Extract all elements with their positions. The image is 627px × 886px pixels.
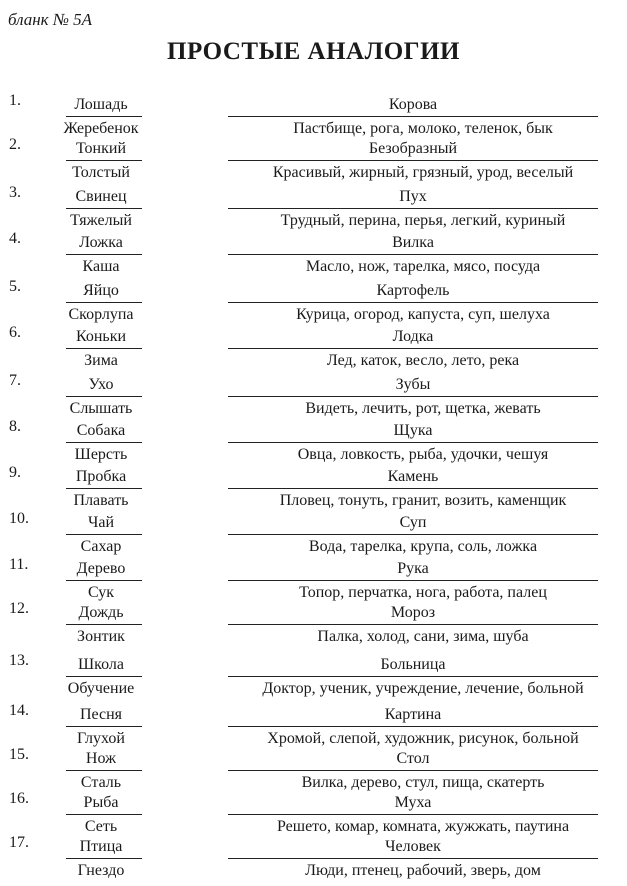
answer-choices: Красивый, жирный, грязный, урод, веселый [272, 164, 574, 181]
answer-choices: Доктор, ученик, учреждение, лечение, больной [262, 680, 584, 697]
pair-word-top: Ложка [79, 234, 123, 251]
pair-word-bottom: Глухой [77, 730, 125, 747]
pair-word-top: Тонкий [75, 140, 127, 157]
target-word: Щука [393, 422, 433, 439]
pair-word-top: Коньки [75, 328, 127, 345]
answer-choices: Лед, каток, весло, лето, река [326, 352, 520, 369]
answer-choices: Вода, тарелка, крупа, соль, ложка [308, 538, 538, 555]
pair-divider-line [66, 858, 142, 859]
item-number: 4. [9, 230, 21, 247]
target-word: Мороз [390, 604, 436, 621]
item-number: 12. [9, 600, 29, 617]
analogy-item [0, 372, 627, 424]
analogy-item [0, 230, 627, 282]
pair-divider-line [66, 488, 142, 489]
page-title: ПРОСТЫЕ АНАЛОГИИ [167, 38, 460, 65]
target-word: Картофель [376, 282, 450, 299]
target-divider-line [228, 302, 598, 303]
pair-word-top: Рыба [83, 794, 119, 811]
target-divider-line [228, 254, 598, 255]
answer-choices: Пловец, тонуть, гранит, возить, каменщик [279, 492, 567, 509]
target-word: Муха [394, 794, 432, 811]
pair-word-top: Птица [79, 838, 123, 855]
answer-choices: Решето, комар, комната, жужжать, паутина [276, 818, 570, 835]
target-divider-line [228, 580, 598, 581]
pair-word-bottom: Тяжелый [70, 212, 132, 229]
pair-word-bottom: Слышать [69, 400, 133, 417]
analogy-item [0, 702, 627, 754]
analogy-item [0, 600, 627, 652]
analogy-item [0, 556, 627, 608]
analogy-item [0, 464, 627, 516]
target-divider-line [228, 676, 598, 677]
analogy-item [0, 278, 627, 330]
target-divider-line [228, 208, 598, 209]
target-word: Пух [399, 188, 427, 205]
answer-choices: Вилка, дерево, стул, пища, скатерть [301, 774, 545, 791]
item-number: 13. [9, 652, 29, 669]
pair-word-bottom: Толстый [72, 164, 130, 181]
item-number: 6. [9, 324, 21, 341]
pair-divider-line [66, 534, 142, 535]
item-number: 9. [9, 464, 21, 481]
target-divider-line [228, 160, 598, 161]
pair-word-bottom: Обучение [67, 680, 135, 697]
target-divider-line [228, 624, 598, 625]
target-divider-line [228, 442, 598, 443]
target-word: Безобразный [368, 140, 458, 157]
target-word: Больница [380, 656, 446, 673]
analogy-item [0, 746, 627, 798]
analogy-item [0, 790, 627, 842]
pair-divider-line [66, 208, 142, 209]
pair-divider-line [66, 580, 142, 581]
item-number: 14. [9, 702, 29, 719]
pair-word-top: Дождь [78, 604, 124, 621]
pair-word-top: Собака [76, 422, 126, 439]
target-divider-line [228, 770, 598, 771]
pair-word-bottom: Жеребенок [63, 120, 139, 137]
analogy-item [0, 834, 627, 886]
pair-divider-line [66, 624, 142, 625]
analogy-item [0, 652, 627, 704]
target-word: Корова [388, 96, 438, 113]
item-number: 17. [9, 834, 29, 851]
pair-word-bottom: Зонтик [77, 628, 125, 645]
answer-choices: Трудный, перина, перья, легкий, куриный [280, 212, 566, 229]
pair-word-top: Лошадь [74, 96, 128, 113]
target-divider-line [228, 858, 598, 859]
target-word: Лодка [392, 328, 434, 345]
pair-word-bottom: Сук [87, 584, 115, 601]
analogy-item [0, 92, 627, 144]
pair-word-bottom: Гнездо [77, 862, 125, 879]
pair-word-top: Пробка [75, 468, 127, 485]
pair-divider-line [66, 348, 142, 349]
analogy-item [0, 324, 627, 376]
answer-choices: Топор, перчатка, нога, работа, палец [299, 584, 547, 601]
target-word: Вилка [392, 234, 434, 251]
analogy-item [0, 418, 627, 470]
answer-choices: Масло, нож, тарелка, мясо, посуда [305, 258, 541, 275]
pair-divider-line [66, 254, 142, 255]
answer-choices: Видеть, лечить, рот, щетка, жевать [305, 400, 541, 417]
target-word: Камень [387, 468, 439, 485]
pair-divider-line [66, 770, 142, 771]
item-number: 11. [9, 556, 29, 573]
pair-word-top: Свинец [75, 188, 127, 205]
pair-word-top: Нож [85, 750, 117, 767]
pair-word-bottom: Зима [84, 352, 118, 369]
target-divider-line [228, 488, 598, 489]
pair-word-top: Ухо [88, 376, 114, 393]
pair-word-top: Школа [78, 656, 124, 673]
target-word: Суп [399, 514, 427, 531]
item-number: 15. [9, 746, 29, 763]
pair-divider-line [66, 160, 142, 161]
pair-word-top: Яйцо [83, 282, 119, 299]
item-number: 5. [9, 278, 21, 295]
analogy-item [0, 136, 627, 188]
pair-divider-line [66, 726, 142, 727]
pair-word-bottom: Сталь [80, 774, 122, 791]
item-number: 2. [9, 136, 21, 153]
pair-divider-line [66, 302, 142, 303]
pair-divider-line [66, 396, 142, 397]
pair-divider-line [66, 116, 142, 117]
pair-word-top: Песня [79, 706, 123, 723]
form-label: бланк № 5А [8, 10, 93, 29]
answer-choices: Пастбище, рога, молоко, теленок, бык [293, 120, 553, 137]
target-divider-line [228, 396, 598, 397]
pair-word-bottom: Сахар [80, 538, 122, 555]
pair-word-top: Чай [87, 514, 115, 531]
target-divider-line [228, 534, 598, 535]
answer-choices: Овца, ловкость, рыба, удочки, чешуя [297, 446, 549, 463]
target-divider-line [228, 726, 598, 727]
analogy-item [0, 184, 627, 236]
target-word: Человек [385, 838, 441, 855]
pair-divider-line [66, 442, 142, 443]
pair-word-bottom: Плавать [73, 492, 129, 509]
target-divider-line [228, 814, 598, 815]
pair-word-bottom: Шерсть [74, 446, 128, 463]
target-word: Стол [396, 750, 430, 767]
pair-divider-line [66, 814, 142, 815]
pair-word-bottom: Каша [82, 258, 120, 275]
item-number: 16. [9, 790, 29, 807]
pair-divider-line [66, 676, 142, 677]
item-number: 7. [9, 372, 21, 389]
pair-word-top: Дерево [76, 560, 126, 577]
target-word: Рука [397, 560, 429, 577]
item-number: 10. [9, 510, 29, 527]
answer-choices: Люди, птенец, рабочий, зверь, дом [305, 862, 541, 879]
answer-choices: Палка, холод, сани, зима, шуба [317, 628, 529, 645]
answer-choices: Курица, огород, капуста, суп, шелуха [296, 306, 550, 323]
target-word: Зубы [395, 376, 431, 393]
answer-choices: Хромой, слепой, художник, рисунок, больной [267, 730, 579, 747]
pair-word-bottom: Скорлупа [68, 306, 134, 323]
analogy-item [0, 510, 627, 562]
target-divider-line [228, 116, 598, 117]
pair-word-bottom: Сеть [84, 818, 118, 835]
item-number: 3. [9, 184, 21, 201]
target-word: Картина [384, 706, 442, 723]
target-divider-line [228, 348, 598, 349]
item-number: 8. [9, 418, 21, 435]
item-number: 1. [9, 92, 21, 109]
